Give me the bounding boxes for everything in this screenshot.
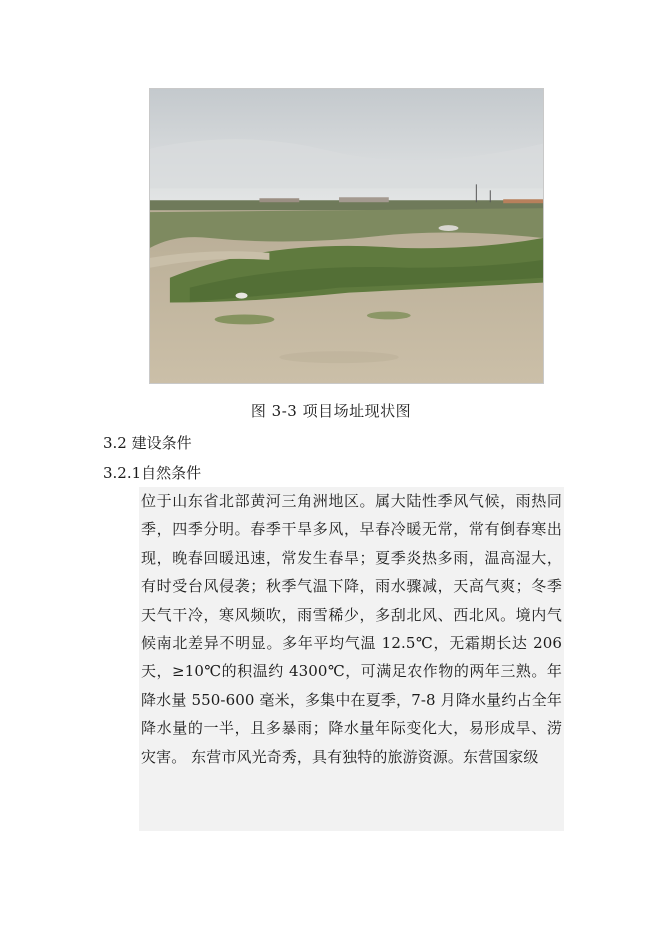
section-heading-natural-conditions: 3.2.1自然条件	[103, 464, 202, 482]
figure-caption: 图 3-3 项目场址现状图	[250, 402, 412, 420]
natural-conditions-paragraph	[139, 487, 564, 831]
paragraph-line: 天气干冷，寒风频吹，雨雪稀少，多刮北风、西北风。境内气	[141, 605, 562, 624]
site-photo	[149, 88, 544, 384]
section-heading-building-conditions: 3.2 建设条件	[103, 434, 192, 452]
paragraph-line: 降水量 550-600 毫米，多集中在夏季，7-8 月降水量约占全年	[141, 690, 562, 709]
paragraph-line: 有时受台风侵袭；秋季气温下降，雨水骤减，天高气爽；冬季	[141, 577, 562, 596]
paragraph-line: 天，≥10℃的积温约 4300℃，可满足农作物的两年三熟。年	[141, 662, 562, 681]
paragraph-line: 灾害。 东营市风光奇秀，具有独特的旅游资源。东营国家级	[141, 747, 539, 766]
paragraph-line: 候南北差异不明显。多年平均气温 12.5℃，无霜期长达 206	[141, 633, 562, 652]
paragraph-line: 位于山东省北部黄河三角洲地区。属大陆性季风气候，雨热同	[141, 492, 562, 510]
paragraph-line: 现，晚春回暖迅速，常发生春旱；夏季炎热多雨，温高湿大，	[141, 548, 562, 567]
paragraph-line: 降水量的一半，且多暴雨；降水量年际变化大，易形成旱、涝	[141, 719, 562, 738]
paragraph-line: 季，四季分明。春季干旱多风，早春冷暖无常，常有倒春寒出	[141, 520, 562, 539]
site-photo-image	[150, 89, 543, 383]
